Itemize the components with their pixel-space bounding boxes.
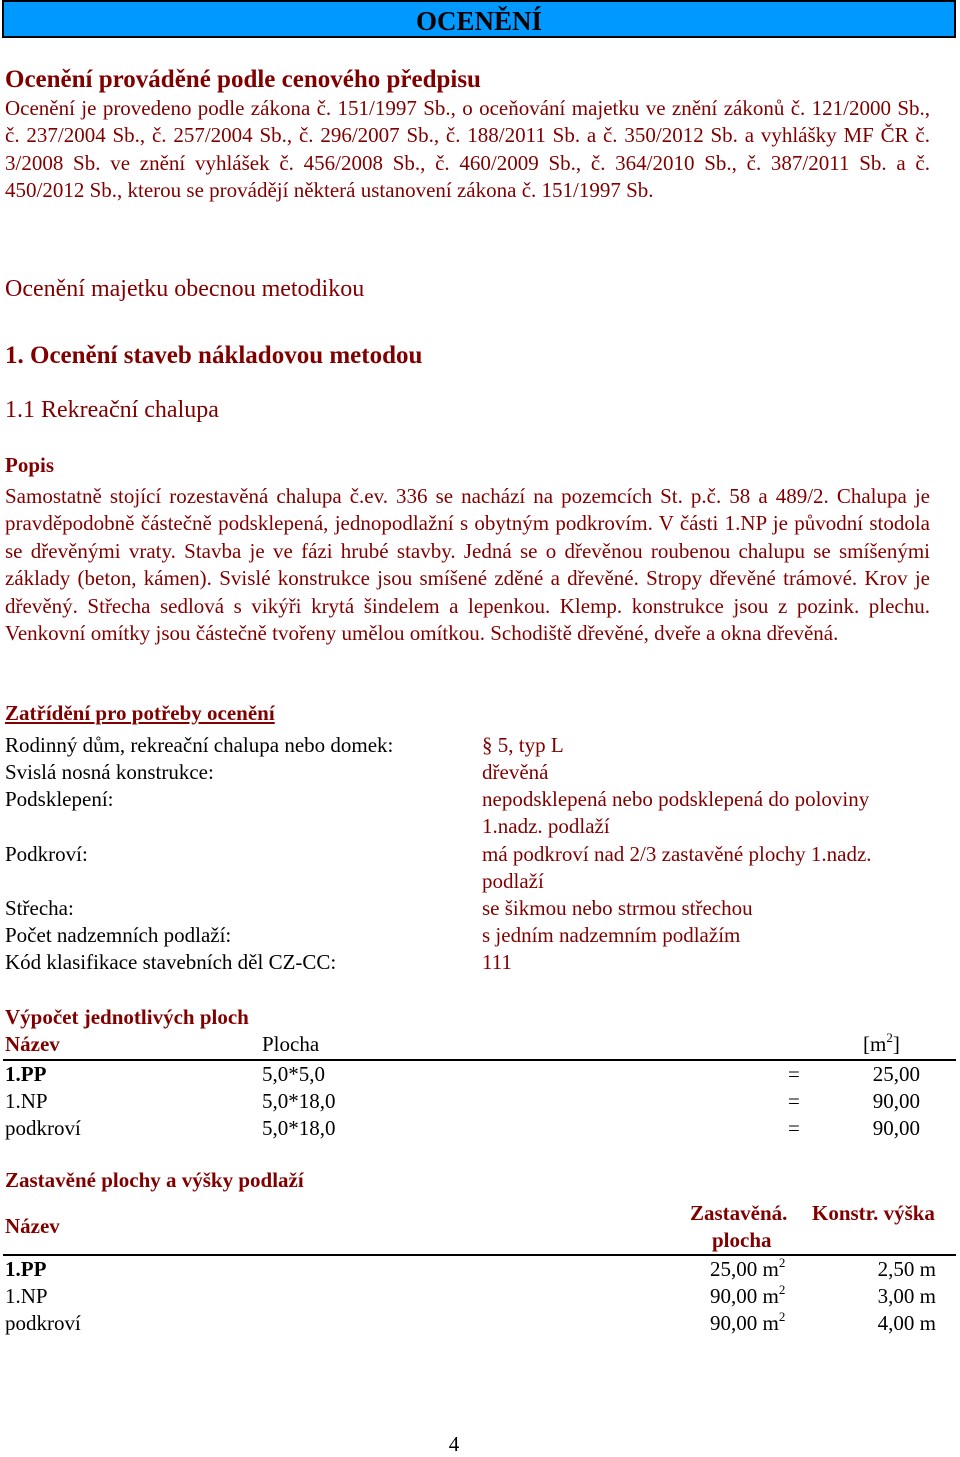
areas-row-result: 90,00	[872, 1116, 920, 1140]
classification-value: má podkroví nad 2/3 zastavěné plochy 1.nadz.	[482, 842, 872, 866]
areas-row-name: 1.PP	[5, 1062, 47, 1086]
section-heading-general-method: Ocenění majetku obecnou metodikou	[5, 276, 365, 302]
areas-row-name: 1.NP	[5, 1089, 48, 1113]
floors-heading: Zastavěné plochy a výšky podlaží	[5, 1168, 304, 1192]
classification-heading: Zatřídění pro potřeby ocenění	[5, 701, 275, 725]
floors-col-built-2: plocha	[712, 1228, 772, 1252]
floors-header-rule	[3, 1254, 956, 1256]
floors-row-built: 25,00 $m^2$	[710, 1255, 786, 1281]
areas-col-area: Plocha	[262, 1032, 320, 1056]
floors-row-name: podkroví	[5, 1311, 81, 1335]
classification-value: nepodsklepená nebo podsklepená do poloviny	[482, 787, 870, 811]
page-number: 4	[448, 1432, 460, 1456]
section-heading-cost-method: 1. Ocenění staveb nákladovou metodou	[5, 342, 423, 369]
classification-value: s jedním nadzemním podlažím	[482, 923, 741, 947]
legal-basis-paragraph: Ocenění je provedeno podle zákona č. 151/1997 Sb., o oceňování majetku ve znění zákonů č. 121/2000 Sb., č. 237/2004 Sb., č. 257/2004 Sb., č. 296/2007 Sb., č. 188/2011 Sb. a č. 350/2012 Sb. a vyhlášky MF ČR č. 3/2008 Sb. ve znění vyhlášek č. 456/2008 Sb., č. 460/2009 Sb., č. 364/2010 Sb., č. 387/2011 Sb. a č. 450/2012 Sb., kterou se provádějí některá ustanovení zákona č. 151/1997 Sb.	[5, 96, 930, 203]
floors-row-height: 4,00 m	[877, 1311, 936, 1335]
floors-row-name: 1.NP	[5, 1284, 48, 1308]
areas-row-name: podkroví	[5, 1116, 81, 1140]
classification-label: Podsklepení:	[5, 787, 114, 811]
floors-row-height: 2,50 m	[877, 1257, 936, 1281]
classification-label: Počet nadzemních podlaží:	[5, 923, 232, 947]
areas-col-unit: $[m^2]$	[863, 1030, 900, 1056]
floors-col-height: Konstr. výška	[812, 1201, 935, 1225]
floors-col-name: Název	[5, 1214, 60, 1238]
areas-row-formula: 5,0*18,0	[262, 1089, 336, 1113]
section-heading-price-regulation: Ocenění prováděné podle cenového předpisu	[5, 66, 481, 93]
areas-heading: Výpočet jednotlivých ploch	[5, 1005, 249, 1029]
floors-row-built: 90,00 $m^2$	[710, 1282, 786, 1308]
classification-label: Podkroví:	[5, 842, 88, 866]
floors-row-height: 3,00 m	[877, 1284, 936, 1308]
page-title: OCENĚNÍ	[415, 6, 543, 36]
areas-row-eq: =	[788, 1089, 800, 1113]
classification-label: Střecha:	[5, 896, 74, 920]
classification-label: Svislá nosná konstrukce:	[5, 760, 214, 784]
areas-row-result: 90,00	[872, 1089, 920, 1113]
areas-header-rule	[3, 1059, 956, 1061]
title-banner	[2, 0, 956, 38]
floors-row-name: 1.PP	[5, 1257, 47, 1281]
description-paragraph: Samostatně stojící rozestavěná chalupa č.ev. 336 se nachází na pozemcích St. p.č. 58 a 489/2. Chalupa je pravděpodobně částečně podsklepená, jednopodlažní s obytným podkrovím. V části 1.NP je původní stodola se dřevěnými vraty. Stavba je ve fázi hrubé stavby. Jedná se o dřevěnou roubenou chalupu se smíšenými základy (beton, kámen). Svislé konstrukce jsou smíšené zděné a dřevěné. Stropy dřevěné trámové. Krov je dřevěný. Střecha sedlová s vikýři krytá šindelem a lepenkou. Klemp. konstrukce jsou z pozink. plechu. Venkovní omítky jsou částečně tvořeny umělou omítkou. Schodiště dřevěné, dveře a okna dřevěná.	[5, 484, 930, 646]
floors-row-built: 90,00 $m^2$	[710, 1309, 786, 1335]
classification-value-continued: podlaží	[482, 869, 544, 893]
areas-row-eq: =	[788, 1062, 800, 1086]
areas-row-formula: 5,0*18,0	[262, 1116, 336, 1140]
item-heading-chalupa: 1.1 Rekreační chalupa	[5, 397, 219, 423]
areas-row-result: 25,00	[872, 1062, 920, 1086]
classification-value: se šikmou nebo strmou střechou	[482, 896, 753, 920]
classification-label: Rodinný dům, rekreační chalupa nebo domek:	[5, 733, 394, 757]
description-heading: Popis	[5, 453, 55, 477]
classification-value: dřevěná	[482, 760, 549, 784]
classification-label: Kód klasifikace stavebních děl CZ-CC:	[5, 950, 337, 974]
classification-value-continued: 1.nadz. podlaží	[482, 814, 610, 838]
areas-row-formula: 5,0*5,0	[262, 1062, 325, 1086]
floors-col-built-1: Zastavěná.	[690, 1201, 788, 1225]
classification-value: 111	[482, 950, 512, 974]
areas-col-name: Název	[5, 1032, 60, 1056]
classification-value: § 5, typ L	[482, 733, 564, 757]
areas-row-eq: =	[788, 1116, 800, 1140]
